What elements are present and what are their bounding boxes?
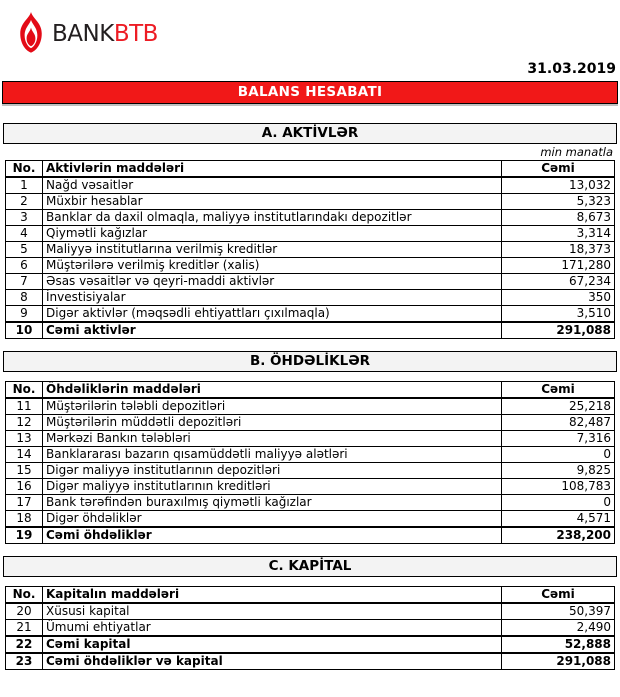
row-item-label: Digər öhdəliklər: [43, 511, 502, 528]
row-number: 15: [6, 463, 43, 479]
row-item-label: Nağd vəsaitlər: [43, 177, 502, 194]
col-header-item: Öhdəliklərin maddələri: [43, 382, 502, 399]
row-number: 14: [6, 447, 43, 463]
table-row: [6, 226, 615, 242]
table-row: [6, 194, 615, 210]
row-number: 16: [6, 479, 43, 495]
row-item-label: Xüsusi kapital: [43, 603, 502, 620]
row-number: 2: [6, 194, 43, 210]
col-header-item: Aktivlərin maddələri: [43, 161, 502, 178]
row-item-label: Mərkəzi Bankın tələbləri: [43, 431, 502, 447]
row-item-label: Digər aktivlər (məqsədli ehtiyattları çıxılmaqla): [43, 306, 502, 323]
table-row: [6, 511, 615, 528]
table-row: [6, 431, 615, 447]
table-head: [6, 587, 615, 604]
table-row: [6, 653, 615, 670]
row-number: 13: [6, 431, 43, 447]
row-value: 13,032: [502, 177, 615, 194]
row-item-label: Digər maliyyə institutlarının depozitləri: [43, 463, 502, 479]
row-value: 0: [502, 447, 615, 463]
table-body: [6, 177, 615, 339]
table-row: [6, 603, 615, 620]
table-row: [6, 463, 615, 479]
row-number: 1: [6, 177, 43, 194]
col-header-no: No.: [6, 161, 43, 178]
row-item-label: Müxbir hesablar: [43, 194, 502, 210]
row-number: 7: [6, 274, 43, 290]
col-header-item: Kapitalın maddələri: [43, 587, 502, 604]
logo-btb-text: BTB: [113, 21, 158, 47]
table-row: [6, 636, 615, 653]
report-header: [0, 8, 620, 104]
table-row: [6, 210, 615, 226]
row-item-label: Banklararası bazarın qısamüddətli maliyyə alətləri: [43, 447, 502, 463]
table-row: [6, 274, 615, 290]
row-item-label: Qiymətli kağızlar: [43, 226, 502, 242]
row-number: 12: [6, 415, 43, 431]
row-number: 20: [6, 603, 43, 620]
row-item-label: Ümumi ehtiyatlar: [43, 620, 502, 637]
bank-logo: [16, 8, 620, 60]
row-item-label: Müştərilərə verilmiş kreditlər (xalis): [43, 258, 502, 274]
report-section: [0, 123, 620, 339]
table-row: [6, 479, 615, 495]
row-value: 82,487: [502, 415, 615, 431]
table-row: [6, 306, 615, 323]
table-header-row: [6, 382, 615, 399]
col-header-total: Cəmi: [502, 587, 615, 604]
row-value: 291,088: [502, 322, 615, 339]
row-item-label: Əsas vəsaitlər və qeyri-maddi aktivlər: [43, 274, 502, 290]
table-row: [6, 177, 615, 194]
row-number: 19: [6, 527, 43, 544]
row-item-label: Cəmi öhdəliklər və kapital: [43, 653, 502, 670]
flame-icon: [16, 12, 46, 56]
section-title: C. KAPİTAL: [268, 558, 352, 574]
report-title-bar: [2, 81, 618, 104]
row-item-label: Digər maliyyə institutlarının kreditləri: [43, 479, 502, 495]
table-row: [6, 415, 615, 431]
row-item-label: Cəmi öhdəliklər: [43, 527, 502, 544]
report-title: BALANS HESABATI: [237, 84, 383, 100]
logo-wordmark: [52, 21, 158, 47]
data-table: [5, 160, 615, 339]
section-header: [3, 556, 617, 577]
row-value: 4,571: [502, 511, 615, 528]
row-number: 3: [6, 210, 43, 226]
table-head: [6, 382, 615, 399]
row-number: 17: [6, 495, 43, 511]
col-header-no: No.: [6, 382, 43, 399]
table-row: [6, 527, 615, 544]
row-item-label: Bank tərəfindən buraxılmış qiymətli kağızlar: [43, 495, 502, 511]
row-number: 22: [6, 636, 43, 653]
row-value: 291,088: [502, 653, 615, 670]
table-body: [6, 398, 615, 544]
row-number: 9: [6, 306, 43, 323]
row-value: 25,218: [502, 398, 615, 415]
row-item-label: Maliyyə institutlarına verilmiş kreditlər: [43, 242, 502, 258]
report-date: 31.03.2019: [527, 61, 616, 77]
row-value: 5,323: [502, 194, 615, 210]
row-value: 0: [502, 495, 615, 511]
row-item-label: Müştərilərin tələbli depozitləri: [43, 398, 502, 415]
row-number: 23: [6, 653, 43, 670]
table-head: [6, 161, 615, 178]
row-item-label: Cəmi aktivlər: [43, 322, 502, 339]
table-row: [6, 495, 615, 511]
table-row: [6, 242, 615, 258]
table-row: [6, 398, 615, 415]
section-header: [3, 351, 617, 372]
table-body: [6, 603, 615, 670]
row-value: 9,825: [502, 463, 615, 479]
table-row: [6, 322, 615, 339]
row-value: 7,316: [502, 431, 615, 447]
row-item-label: Cəmi kapital: [43, 636, 502, 653]
report-section: [0, 556, 620, 670]
row-number: 5: [6, 242, 43, 258]
row-value: 171,280: [502, 258, 615, 274]
row-value: 52,888: [502, 636, 615, 653]
col-header-total: Cəmi: [502, 382, 615, 399]
data-table: [5, 586, 615, 670]
row-number: 11: [6, 398, 43, 415]
row-value: 67,234: [502, 274, 615, 290]
section-title: B. ÖHDƏLİKLƏR: [249, 353, 371, 369]
col-header-total: Cəmi: [502, 161, 615, 178]
logo-bank-text: BANK: [52, 21, 114, 47]
table-header-row: [6, 587, 615, 604]
row-number: 6: [6, 258, 43, 274]
row-value: 3,314: [502, 226, 615, 242]
table-header-row: [6, 161, 615, 178]
data-table: [5, 381, 615, 544]
col-header-no: No.: [6, 587, 43, 604]
row-value: 18,373: [502, 242, 615, 258]
row-value: 350: [502, 290, 615, 306]
row-value: 2,490: [502, 620, 615, 637]
row-item-label: Müştərilərin müddətli depozitləri: [43, 415, 502, 431]
row-item-label: İnvestisiyalar: [43, 290, 502, 306]
row-number: 8: [6, 290, 43, 306]
row-item-label: Banklar da daxil olmaqla, maliyyə institutlarındakı depozitlər: [43, 210, 502, 226]
row-number: 18: [6, 511, 43, 528]
balance-sheet-page: [0, 8, 620, 670]
table-row: [6, 258, 615, 274]
row-number: 4: [6, 226, 43, 242]
sections-container: [0, 123, 620, 670]
row-value: 8,673: [502, 210, 615, 226]
row-number: 10: [6, 322, 43, 339]
row-value: 3,510: [502, 306, 615, 323]
unit-note: min manatla: [540, 145, 613, 159]
row-number: 21: [6, 620, 43, 637]
row-value: 50,397: [502, 603, 615, 620]
row-value: 238,200: [502, 527, 615, 544]
section-title: A. AKTİVLƏR: [261, 125, 359, 141]
table-row: [6, 290, 615, 306]
table-row: [6, 447, 615, 463]
report-section: [0, 351, 620, 544]
table-row: [6, 620, 615, 637]
section-header: [3, 123, 617, 144]
row-value: 108,783: [502, 479, 615, 495]
